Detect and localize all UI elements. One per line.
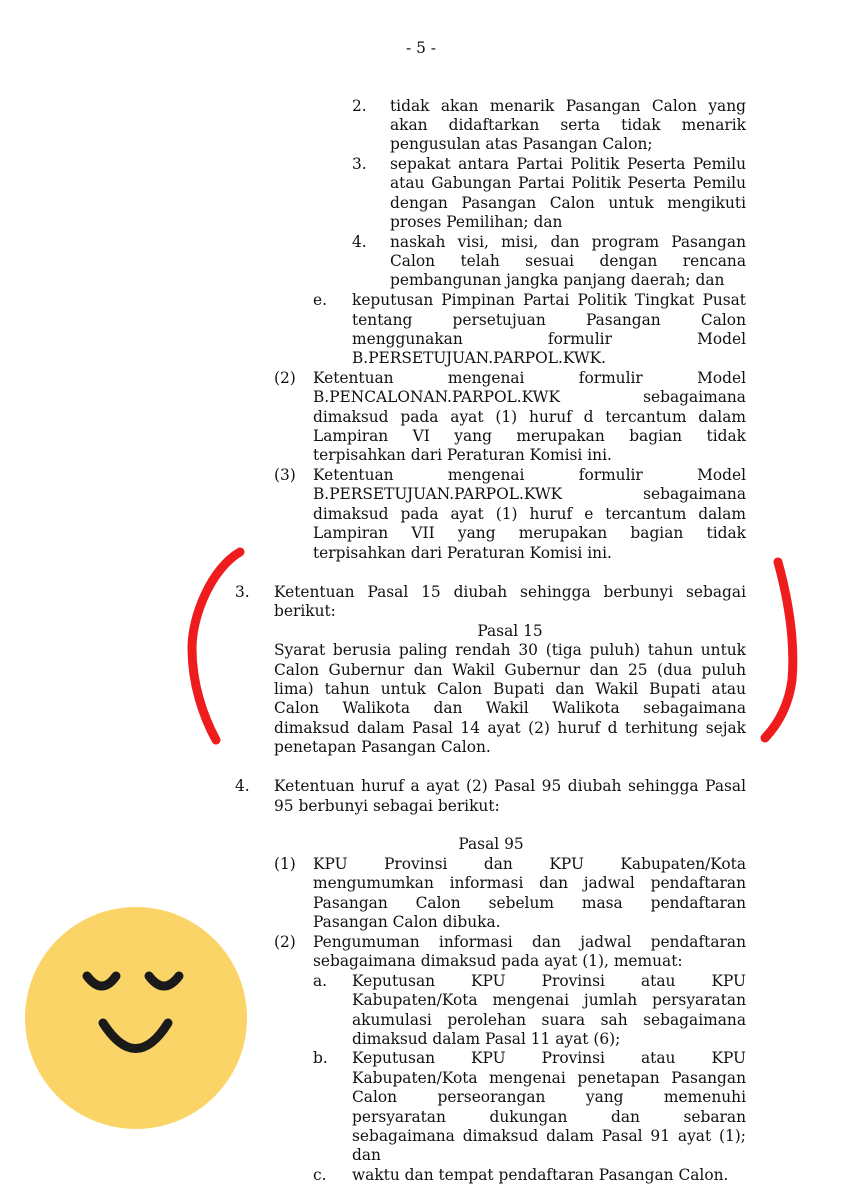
text-line: Ketentuan huruf a ayat (2) Pasal 95 diubah sehingga Pasal [274,777,746,795]
text-line: Ketentuan mengenai formulir Model [313,466,746,484]
text-line: dimaksud pada ayat (1) huruf d tercantum dalam [313,408,746,426]
text-line: B.PENCALONAN.PARPOL.KWK sebagaimana [313,388,746,406]
smiley-face-icon [24,906,248,1130]
text-line: Calon Walikota dan Wakil Walikota sebagaimana [274,699,746,717]
text-line: tidak akan menarik Pasangan Calon yang [390,97,746,115]
text-line: terpisahkan dari Peraturan Komisi ini. [313,544,612,562]
text-line: dimaksud pada ayat (1) huruf e tercantum dalam [313,505,746,523]
text-line: sebagaimana dimaksud pada ayat (1), memuat: [313,952,683,970]
text-line: dengan Pasangan Calon untuk mengikuti [390,194,746,212]
text-line: Kabupaten/Kota mengenai penetapan Pasangan [352,1069,746,1087]
text-line: akan didaftarkan serta tidak menarik [390,116,746,134]
text-line: Keputusan KPU Provinsi atau KPU [352,972,746,990]
text-line: mengumumkan informasi dan jadwal pendaftaran [313,874,746,892]
text-line: Calon perseorangan yang memenuhi [352,1088,746,1106]
text-line: Lampiran VI yang merupakan bagian tidak [313,427,746,445]
pasal-title: Pasal 95 [458,835,524,853]
text-line: keputusan Pimpinan Partai Politik Tingkat Pusat [352,291,746,309]
text-line: dimaksud dalam Pasal 11 ayat (6); [352,1030,621,1048]
list-marker: 4. [352,233,367,251]
page-number: - 5 - [406,39,436,57]
text-line: 95 berbunyi sebagai berikut: [274,797,500,815]
list-marker: (2) [274,933,296,951]
text-line: Keputusan KPU Provinsi atau KPU [352,1049,746,1067]
text-line: waktu dan tempat pendaftaran Pasangan Calon. [352,1166,729,1184]
text-line: proses Pemilihan; dan [390,213,563,231]
text-line: lima) tahun untuk Calon Bupati dan Wakil Bupati atau [274,680,746,698]
text-line: Pasangan Calon dibuka. [313,913,501,931]
list-marker: (2) [274,369,296,387]
list-marker: b. [313,1049,328,1067]
list-marker: (3) [274,466,296,484]
text-line: Lampiran VII yang merupakan bagian tidak [313,524,746,542]
text-line: atau Gabungan Partai Politik Peserta Pemilu [390,174,746,192]
text-line: pengusulan atas Pasangan Calon; [390,135,653,153]
text-line: Pengumuman informasi dan jadwal pendaftaran [313,933,746,951]
list-marker: c. [313,1166,327,1184]
text-line: sebagaimana dimaksud dalam Pasal 91 ayat (1); [352,1127,746,1145]
text-line: Calon Gubernur dan Wakil Gubernur dan 25 (dua puluh [274,661,746,679]
text-line: sepakat antara Partai Politik Peserta Pemilu [390,155,746,173]
list-marker: 3. [352,155,367,173]
text-line: Pasangan Calon sebelum masa pendaftaran [313,894,746,912]
text-line: terpisahkan dari Peraturan Komisi ini. [313,446,612,464]
text-line: B.PERSETUJUAN.PARPOL.KWK sebagaimana [313,485,746,503]
text-line: Kabupaten/Kota mengenai jumlah persyaratan [352,991,746,1009]
list-marker: 2. [352,97,367,115]
text-line: dan [352,1146,381,1164]
text-line: Calon telah sesuai dengan rencana [390,252,746,270]
text-line: Ketentuan mengenai formulir Model [313,369,746,387]
text-line: naskah visi, misi, dan program Pasangan [390,233,746,251]
text-line: berikut: [274,602,336,620]
text-line: KPU Provinsi dan KPU Kabupaten/Kota [313,855,746,873]
text-line: pembangunan jangka panjang daerah; dan [390,271,725,289]
text-line: Ketentuan Pasal 15 diubah sehingga berbunyi sebagai [274,583,746,601]
text-line: B.PERSETUJUAN.PARPOL.KWK. [352,349,607,367]
text-line: akumulasi perolehan suara sah sebagaimana [352,1011,746,1029]
text-line: menggunakan formulir Model [352,330,746,348]
list-marker: a. [313,972,328,990]
list-marker: 3. [235,583,250,601]
text-line: persyaratan dukungan dan sebaran [352,1108,746,1126]
list-marker: e. [313,291,328,309]
text-line: dimaksud dalam Pasal 14 ayat (2) huruf d terhitung sejak [274,719,746,737]
text-line: penetapan Pasangan Calon. [274,738,491,756]
list-marker: 4. [235,777,250,795]
text-line: Syarat berusia paling rendah 30 (tiga puluh) tahun untuk [274,641,746,659]
pasal-title: Pasal 15 [477,622,543,640]
text-line: tentang persetujuan Pasangan Calon [352,311,746,329]
list-marker: (1) [274,855,296,873]
